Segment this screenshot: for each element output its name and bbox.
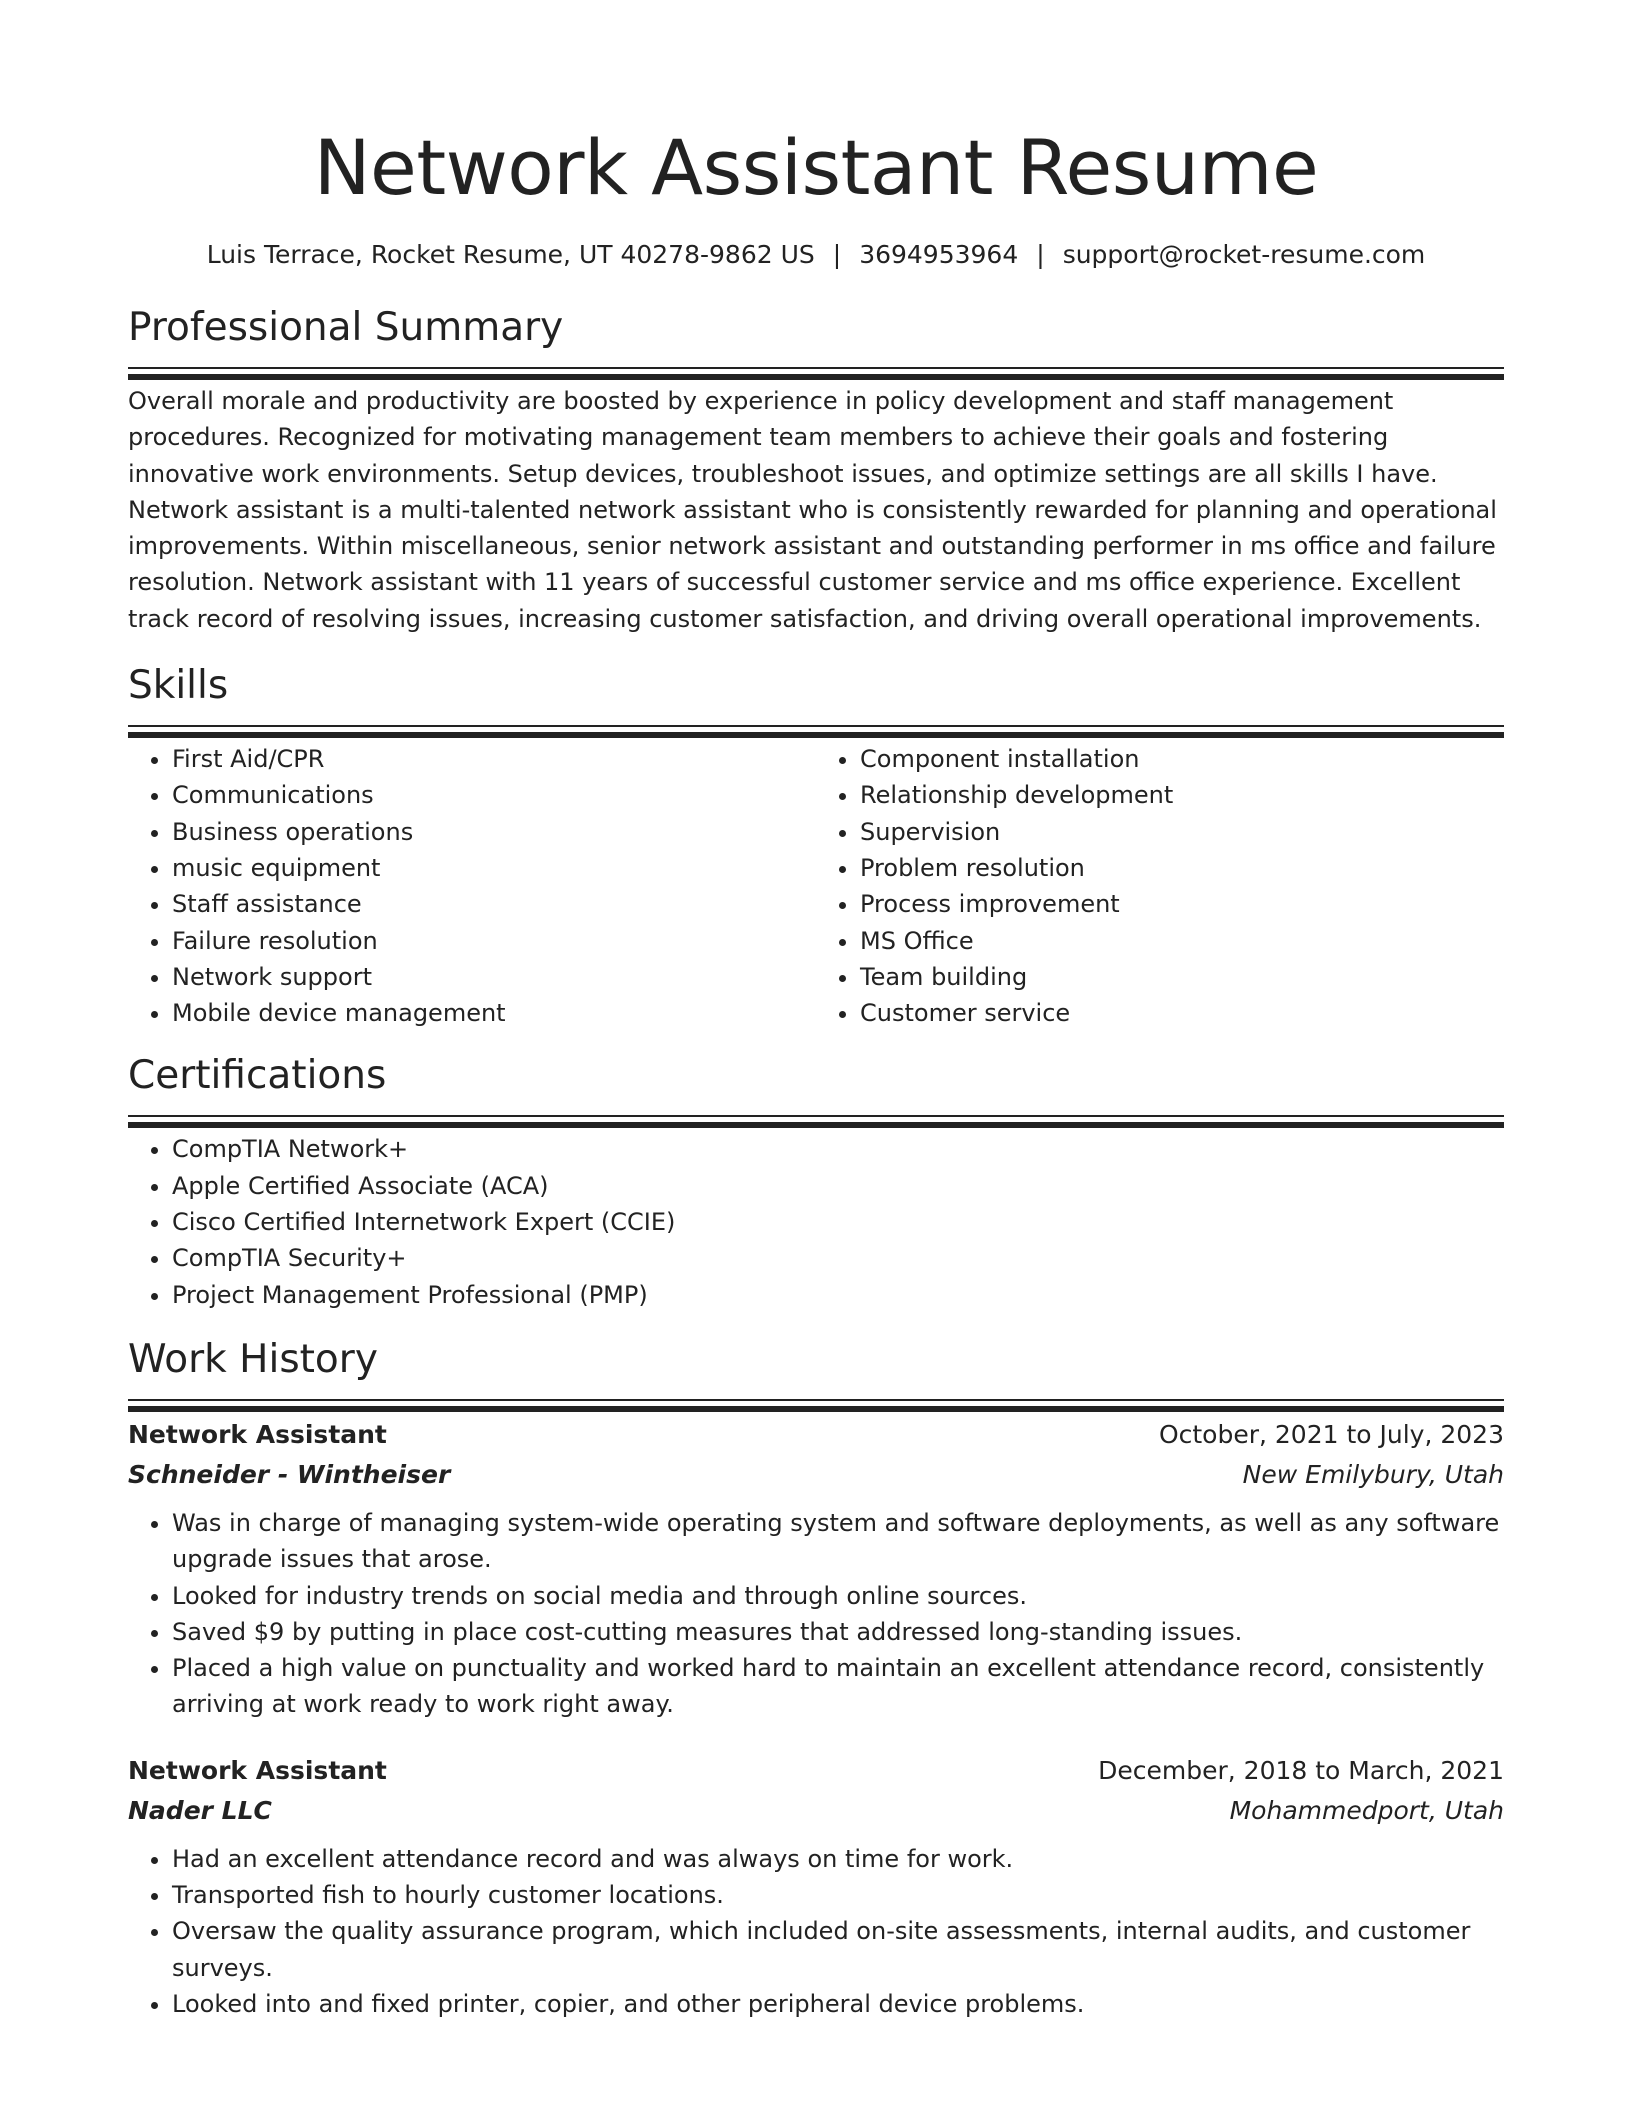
job-location: Mohammedport, Utah	[1229, 1795, 1504, 1825]
skills-column-left	[128, 741, 816, 1031]
job-bullet: • Was in charge of managing system-wide operating system and software deployments, as well as any software upgrade issues that arose.	[172, 1505, 1504, 1578]
skill-item: • music equipment	[172, 850, 816, 886]
job-subheader	[128, 1455, 1504, 1495]
skill-item: • Component installation	[860, 741, 1504, 777]
contact-address: Luis Terrace, Rocket Resume, UT 40278-9862 US	[206, 240, 815, 269]
skill-item: • Relationship development	[860, 777, 1504, 813]
job-bullet: • Oversaw the quality assurance program, which included on-site assessments, internal audits, and customer surveys.	[172, 1913, 1504, 1986]
job-entry	[128, 1751, 1504, 2022]
skills-list-left	[128, 741, 816, 1031]
skill-item: • Mobile device management	[172, 995, 816, 1031]
job-entry	[128, 1415, 1504, 1723]
job-company: Schneider - Wintheiser	[128, 1459, 451, 1489]
summary-text: Overall morale and productivity are boosted by experience in policy development and staff management procedures. Recognized for motivating management team members to achieve their goals and fostering innovative work environments. Setup devices, troubleshoot issues, and optimize settings are all skills I have. Network assistant is a multi-talented network assistant who is consistently rewarded for planning and operational improvements. Within miscellaneous, senior network assistant and outstanding performer in ms office and failure resolution. Network assistant with 11 years of successful customer service and ms office experience. Excellent track record of resolving issues, increasing customer satisfaction, and driving overall operational improvements.	[128, 387, 1497, 633]
job-bullet: • Looked into and fixed printer, copier, and other peripheral device problems.	[172, 1986, 1504, 2022]
summary-heading: Professional Summary	[128, 305, 564, 350]
contact-separator: |	[832, 240, 842, 269]
certification-item: • CompTIA Security+	[172, 1240, 1504, 1276]
skill-item: • Staff assistance	[172, 886, 816, 922]
job-dates: December, 2018 to March, 2021	[1098, 1755, 1504, 1785]
job-location: New Emilybury, Utah	[1242, 1459, 1504, 1489]
section-divider	[128, 1115, 1504, 1117]
section-divider	[128, 725, 1504, 727]
job-title: Network Assistant	[128, 1419, 387, 1449]
certifications-section	[128, 1051, 1504, 1312]
certification-item: • Project Management Professional (PMP)	[172, 1277, 1504, 1313]
certifications-list	[128, 1131, 1504, 1312]
certification-item: • CompTIA Network+	[172, 1131, 1504, 1167]
job-subheader	[128, 1791, 1504, 1831]
contact-line	[128, 238, 1504, 272]
certification-item: • Cisco Certified Internetwork Expert (CCIE)	[172, 1204, 1504, 1240]
skill-item: • Communications	[172, 777, 816, 813]
skill-item: • Problem resolution	[860, 850, 1504, 886]
job-company: Nader LLC	[128, 1795, 272, 1825]
job-bullet: • Placed a high value on punctuality and worked hard to maintain an excellent attendance record, consistently arriving at work ready to work right away.	[172, 1650, 1504, 1723]
job-header	[128, 1751, 1504, 1791]
section-divider	[128, 367, 1504, 369]
job-bullet: • Had an excellent attendance record and was always on time for work.	[172, 1841, 1504, 1877]
skill-item: • Team building	[860, 959, 1504, 995]
skill-item: • Network support	[172, 959, 816, 995]
work-history-section	[128, 1335, 1504, 2022]
job-bullet: • Transported fish to hourly customer locations.	[172, 1877, 1504, 1913]
work-history-heading: Work History	[128, 1336, 378, 1382]
skill-item: • Failure resolution	[172, 923, 816, 959]
contact-phone: 3694953964	[859, 240, 1019, 269]
certifications-heading: Certifications	[128, 1053, 387, 1099]
section-divider	[128, 1399, 1504, 1401]
resume-title: Network Assistant Resume	[313, 123, 1319, 212]
contact-separator: |	[1036, 240, 1045, 269]
skill-item: • MS Office	[860, 923, 1504, 959]
certification-item: • Apple Certified Associate (ACA)	[172, 1168, 1504, 1204]
skill-item: • Supervision	[860, 814, 1504, 850]
skill-item: • Customer service	[860, 995, 1504, 1031]
skills-heading: Skills	[128, 663, 229, 709]
skills-grid	[128, 741, 1504, 1031]
job-bullets	[128, 1841, 1504, 2022]
skill-item: • First Aid/CPR	[172, 741, 816, 777]
job-bullets	[128, 1505, 1504, 1723]
job-dates: October, 2021 to July, 2023	[1158, 1419, 1504, 1449]
job-bullet: • Looked for industry trends on social media and through online sources.	[172, 1578, 1504, 1614]
job-title: Network Assistant	[128, 1755, 387, 1785]
skill-item: • Business operations	[172, 814, 816, 850]
skills-column-right	[816, 741, 1504, 1031]
skill-item: • Process improvement	[860, 886, 1504, 922]
skills-section	[128, 661, 1504, 1031]
job-bullet: • Saved $9 by putting in place cost-cutting measures that addressed long-standing issues.	[172, 1614, 1504, 1650]
summary-section	[128, 303, 1504, 637]
contact-email: support@rocket-resume.com	[1062, 240, 1426, 269]
skills-list-right	[816, 741, 1504, 1031]
job-header	[128, 1415, 1504, 1455]
